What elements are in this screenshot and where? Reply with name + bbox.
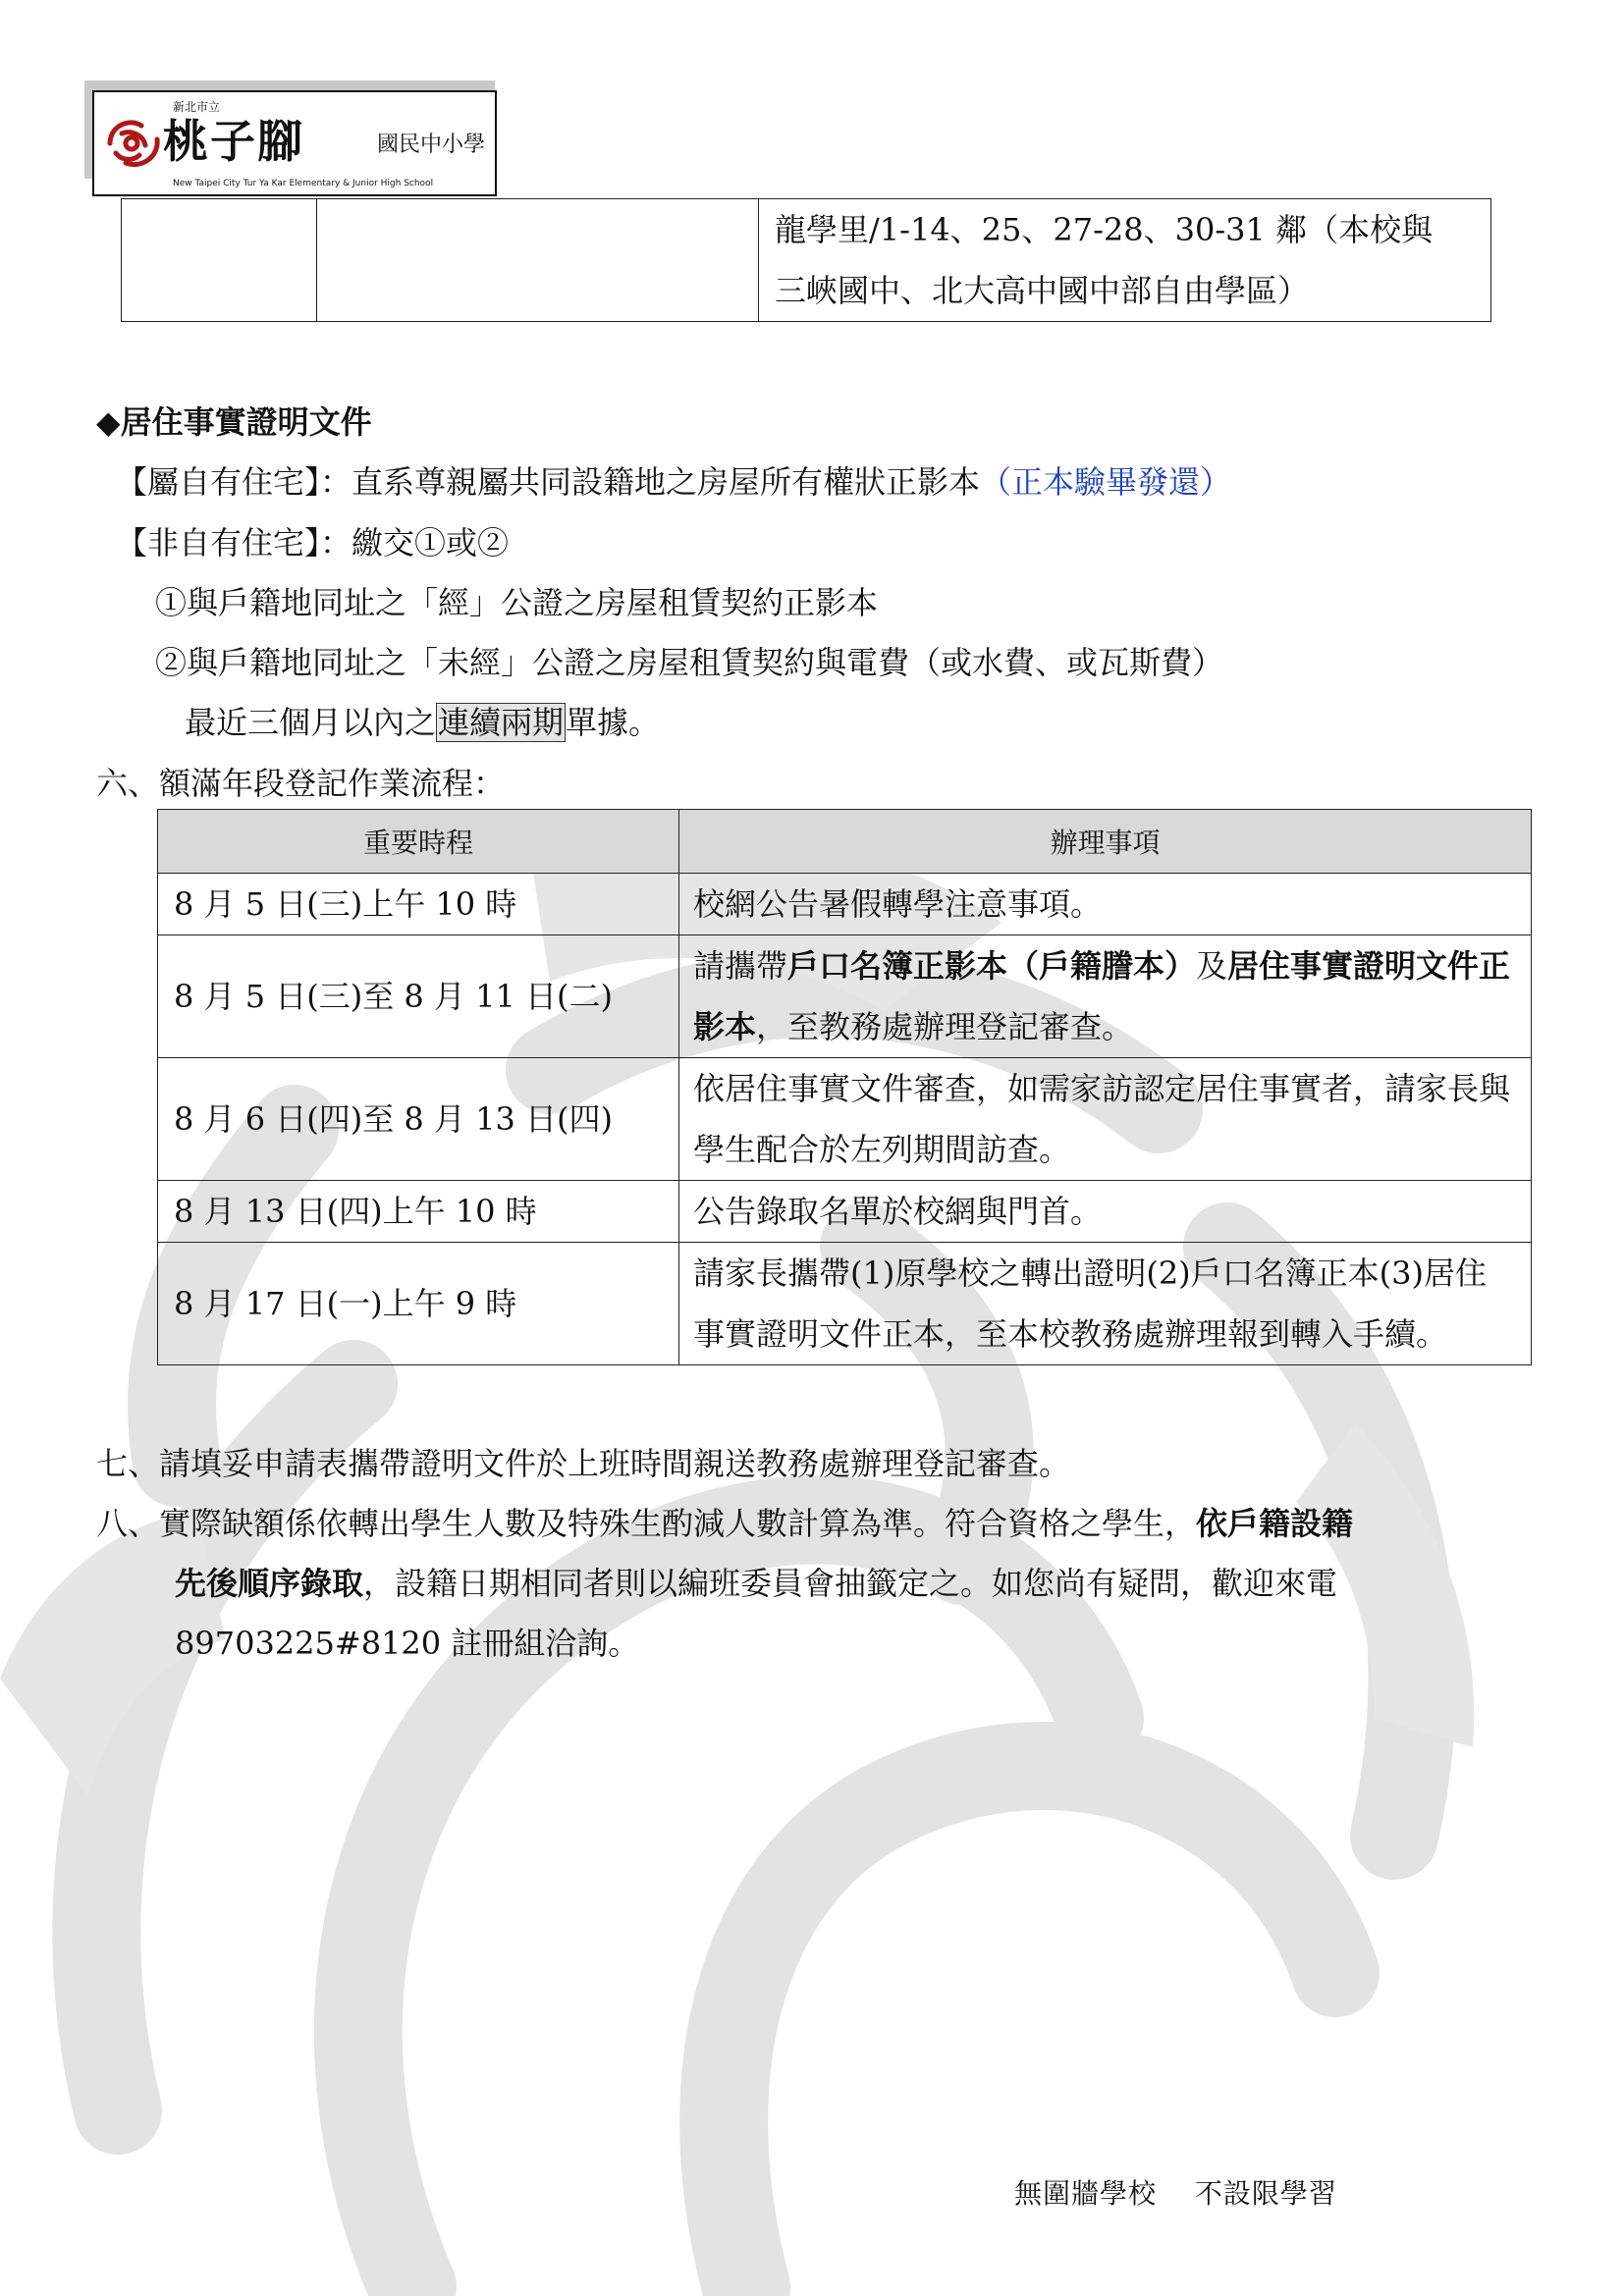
schedule-item xyxy=(679,874,1532,935)
item-text: ，至教務處辦理登記審查。 xyxy=(756,1008,1134,1045)
section-8-line-2 xyxy=(175,1564,1337,1603)
item-text: 請家長攜帶(1)原學校之轉出證明(2)戶口名簿正本(3)居住事實證明文件正本，至本校教務處辦理報到轉入手續。 xyxy=(693,1255,1487,1353)
section-8-text-2: ，設籍日期相同者則以編班委員會抽籤定之。如您尚有疑問，歡迎來電 xyxy=(363,1565,1338,1602)
table-row xyxy=(158,935,1532,1058)
table-cell-empty xyxy=(122,199,317,322)
item-text: 依居住事實文件審查，如需家訪認定居住事實者，請家長與學生配合於左列期間訪查。 xyxy=(693,1070,1511,1168)
section-8-bold-2: 先後順序錄取 xyxy=(175,1565,364,1602)
item-text: 公告錄取名單於校網與門首。 xyxy=(693,1193,1103,1230)
table-header-row xyxy=(158,810,1532,874)
option-2: ②與戶籍地同址之「未經」公證之房屋租賃契約與電費（或水費、或瓦斯費） xyxy=(155,644,1224,681)
item-text: 請攜帶 xyxy=(693,947,788,985)
section-8-line-3: 89703225#8120 註冊組洽詢。 xyxy=(175,1625,640,1662)
item-bold-text: 戶口名簿正影本（戶籍謄本） xyxy=(787,947,1197,985)
own-house-label: 【屬自有住宅】 xyxy=(116,463,321,501)
district-table xyxy=(121,198,1491,322)
logo-school-level: 國民中小學 xyxy=(377,133,486,157)
own-house-note: （正本驗畢發還） xyxy=(980,463,1232,501)
table-row xyxy=(122,199,1491,322)
table-cell-district xyxy=(759,199,1491,322)
table-row xyxy=(158,1181,1532,1243)
logo-school-name: 桃子腳 xyxy=(163,115,304,168)
district-line-1: 龍學里/1-14、25、27-28、30-31 鄰（本校與 xyxy=(775,211,1434,248)
section-7: 七、請填妥申請表攜帶證明文件於上班時間親送教務處辦理登記審查。 xyxy=(96,1445,1071,1482)
table-row xyxy=(158,1243,1532,1365)
item-text: 校網公告暑假轉學注意事項。 xyxy=(693,885,1103,923)
schedule-date: 8 月 5 日(三)至 8 月 11 日(二) xyxy=(158,935,679,1058)
own-house-line xyxy=(116,462,1231,502)
table-cell-empty xyxy=(317,199,759,322)
table-row xyxy=(158,1058,1532,1181)
schedule-item xyxy=(679,1181,1532,1243)
schedule-date: 8 月 17 日(一)上午 9 時 xyxy=(158,1243,679,1365)
item-text: 及 xyxy=(1196,947,1228,985)
rented-house-label: 【非自有住宅】 xyxy=(116,524,321,561)
option-2-text-end: 單據。 xyxy=(566,704,661,741)
option-1: ①與戶籍地同址之「經」公證之房屋租賃契約正影本 xyxy=(155,584,879,621)
section-8-text: 八、實際缺額係依轉出學生人數及特殊生酌減人數計算為準。符合資格之學生， xyxy=(96,1505,1197,1542)
logo-english-name: New Taipei City Tur Ya Kar Elementary & Junior High School xyxy=(173,179,434,188)
schedule-item xyxy=(679,1058,1532,1181)
rented-house-line xyxy=(116,523,509,562)
table-row xyxy=(158,874,1532,935)
section-8-bold: 依戶籍設籍 xyxy=(1196,1505,1354,1542)
schedule-table xyxy=(157,809,1532,1365)
schedule-date: 8 月 6 日(四)至 8 月 13 日(四) xyxy=(158,1058,679,1181)
section-8-line-1 xyxy=(96,1504,1353,1543)
highlighted-text: 連續兩期 xyxy=(438,704,565,741)
section-6-title: 六、額滿年段登記作業流程： xyxy=(96,765,506,802)
residence-heading: ◆居住事實證明文件 xyxy=(96,403,372,441)
option-2-text: 最近三個月以內之 xyxy=(185,704,437,741)
own-house-text: ：直系尊親屬共同設籍地之房屋所有權狀正影本 xyxy=(320,463,981,501)
logo-city-text: 新北市立 xyxy=(173,100,221,114)
school-logo xyxy=(92,90,497,196)
rented-house-text: ：繳交①或② xyxy=(320,524,510,561)
schedule-date: 8 月 5 日(三)上午 10 時 xyxy=(158,874,679,935)
header-items: 辦理事項 xyxy=(679,810,1532,874)
schedule-item xyxy=(679,1243,1532,1365)
footer-slogan: 無圍牆學校 不設限學習 xyxy=(1014,2177,1337,2210)
option-2-continued xyxy=(185,703,660,742)
district-line-2: 三峽國中、北大高中國中部自由學區） xyxy=(775,272,1310,309)
schedule-item xyxy=(679,935,1532,1058)
item-bold-text: 居住事實證明文件正影本 xyxy=(693,947,1511,1045)
schedule-date: 8 月 13 日(四)上午 10 時 xyxy=(158,1181,679,1243)
school-emblem-icon xyxy=(102,114,165,173)
header-schedule: 重要時程 xyxy=(158,810,679,874)
